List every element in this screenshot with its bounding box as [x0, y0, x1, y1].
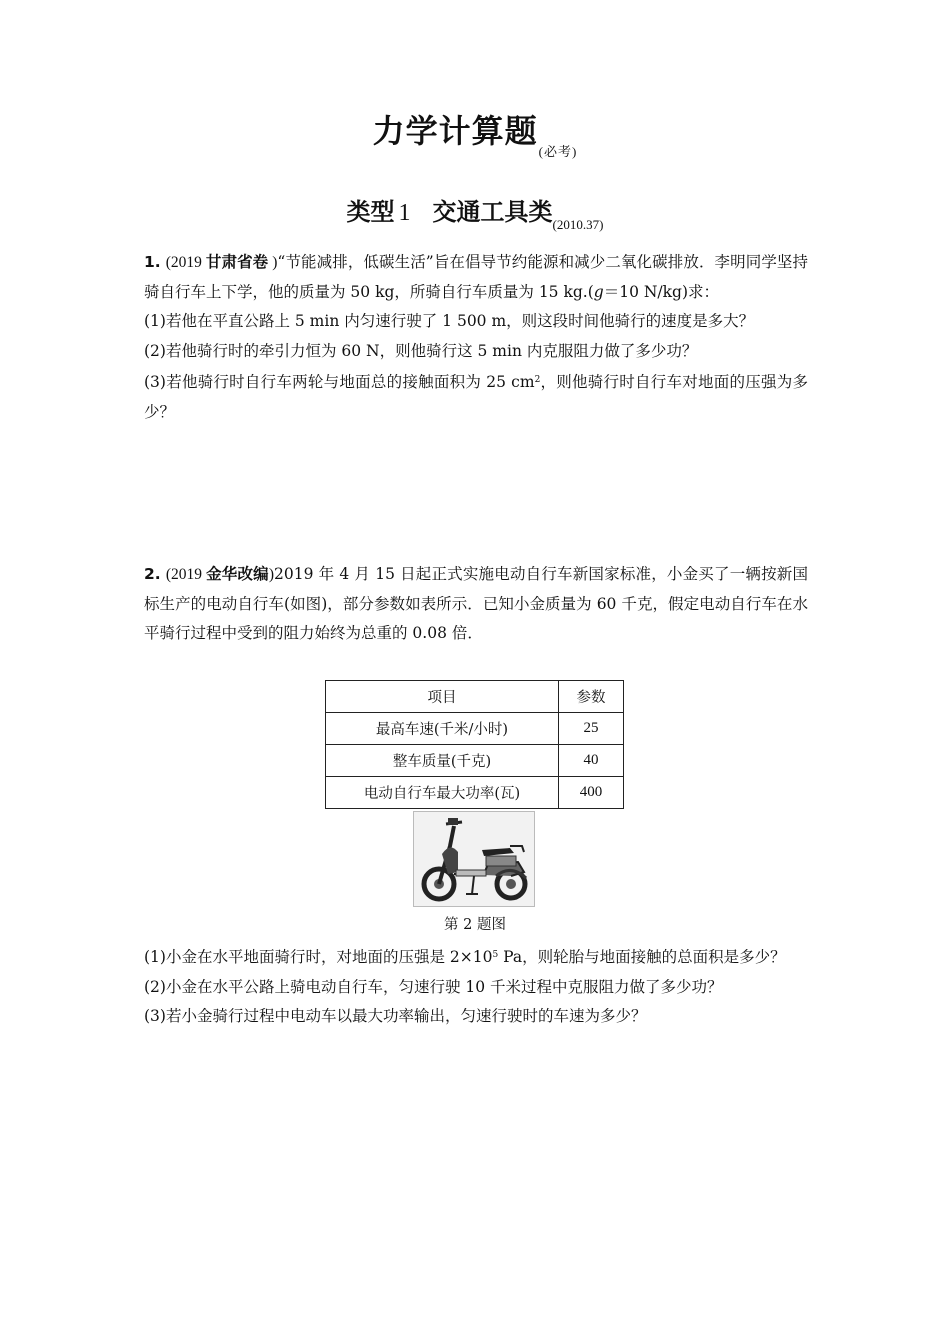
electric-bike-icon	[414, 812, 534, 906]
title-text: 力学计算题	[372, 112, 538, 150]
table-row	[326, 713, 624, 745]
table-cell: 电动自行车最大功率(瓦)	[326, 777, 559, 809]
table-cell: 400	[559, 777, 624, 809]
question-2	[144, 560, 808, 649]
source-close: )	[272, 254, 278, 271]
question-2-stem	[144, 560, 808, 649]
part-1-text-b: Pa，则轮胎与地面接触的总面积是多少？	[498, 948, 786, 966]
parameter-table	[325, 680, 624, 809]
question-2-part-1	[144, 941, 808, 973]
table-header-cell: 参数	[559, 681, 624, 713]
part-1-text-a: (1)小金在水平地面骑行时，对地面的压强是 2×10	[144, 948, 493, 966]
table-cell: 40	[559, 745, 624, 777]
table-row	[326, 777, 624, 809]
section-name: 交通工具类	[432, 198, 553, 226]
question-2-stem-text: 2019 年 4 月 15 日起正式实施电动自行车新国家标准，小金买了一辆按新国标生产的电动自行车(如图)，部分参数如表所示．已知小金质量为 60 千克，假定电动自行车在水平骑行过程中受到的阻力始终为总重的 0.08 倍．	[144, 565, 808, 642]
electric-bike-image	[413, 811, 535, 907]
question-1-source	[166, 254, 278, 271]
table-cell: 最高车速(千米/小时)	[326, 713, 559, 745]
question-2-part-3: (3)若小金骑行过程中电动车以最大功率输出，匀速行驶时的车速为多少？	[144, 1007, 647, 1025]
table-cell: 整车质量(千克)	[326, 745, 559, 777]
question-1-number: 1.	[144, 253, 161, 271]
question-1-stem-end: ＝10 N/kg)求：	[603, 282, 719, 301]
source-name: 甘肃省卷	[205, 253, 269, 271]
part-1-exponent: 5	[492, 950, 499, 960]
question-2-source	[166, 566, 274, 583]
title-note: (必考)	[538, 144, 578, 159]
source-year: (2019	[165, 254, 202, 271]
source-year: (2019	[165, 566, 202, 583]
figure-caption: 第 2 题图	[444, 917, 506, 933]
table-header-cell: 项目	[326, 681, 559, 713]
question-2-part-2: (2)小金在水平公路上骑电动自行车，匀速行驶 10 千米过程中克服阻力做了多少功？	[144, 977, 723, 996]
question-1-stem	[144, 248, 808, 307]
question-1	[144, 248, 808, 427]
source-name: 金华改编	[206, 565, 269, 583]
section-label: 类型	[346, 198, 395, 226]
table-cell: 25	[559, 713, 624, 745]
part-3-text-b: ，则他骑行时自行车对地面的压强为多少？	[144, 373, 808, 421]
section-title	[0, 192, 950, 232]
part-3-text-a: (3)若他骑行时自行车两轮与地面总的接触面积为 25 cm	[144, 373, 535, 391]
question-2-number: 2.	[144, 565, 161, 583]
page-title	[0, 106, 950, 159]
question-1-part-1: (1)若他在平直公路上 5 min 内匀速行驶了 1 500 m，则这段时间他骑行的速度是多大？	[144, 312, 755, 330]
table-header-row	[326, 681, 624, 713]
question-2-parts	[144, 941, 808, 1032]
question-1-part-2: (2)若他骑行时的牵引力恒为 60 N，则他骑行这 5 min 内克服阻力做了多少功？	[144, 341, 698, 360]
section-note: (2010.37)	[552, 217, 604, 232]
symbol-g: g	[593, 282, 604, 301]
part-3-exponent: 2	[534, 375, 541, 385]
question-1-part-3	[144, 366, 808, 427]
source-close: )	[268, 566, 275, 583]
section-number: 1	[398, 200, 411, 226]
table-row	[326, 745, 624, 777]
question-1-stem-text: “节能减排，低碳生活”旨在倡导节约能源和减少二氧化碳排放．李明同学坚持骑自行车上下学，他的质量为 50 kg，所骑自行车质量为 15 kg.(	[144, 253, 809, 301]
